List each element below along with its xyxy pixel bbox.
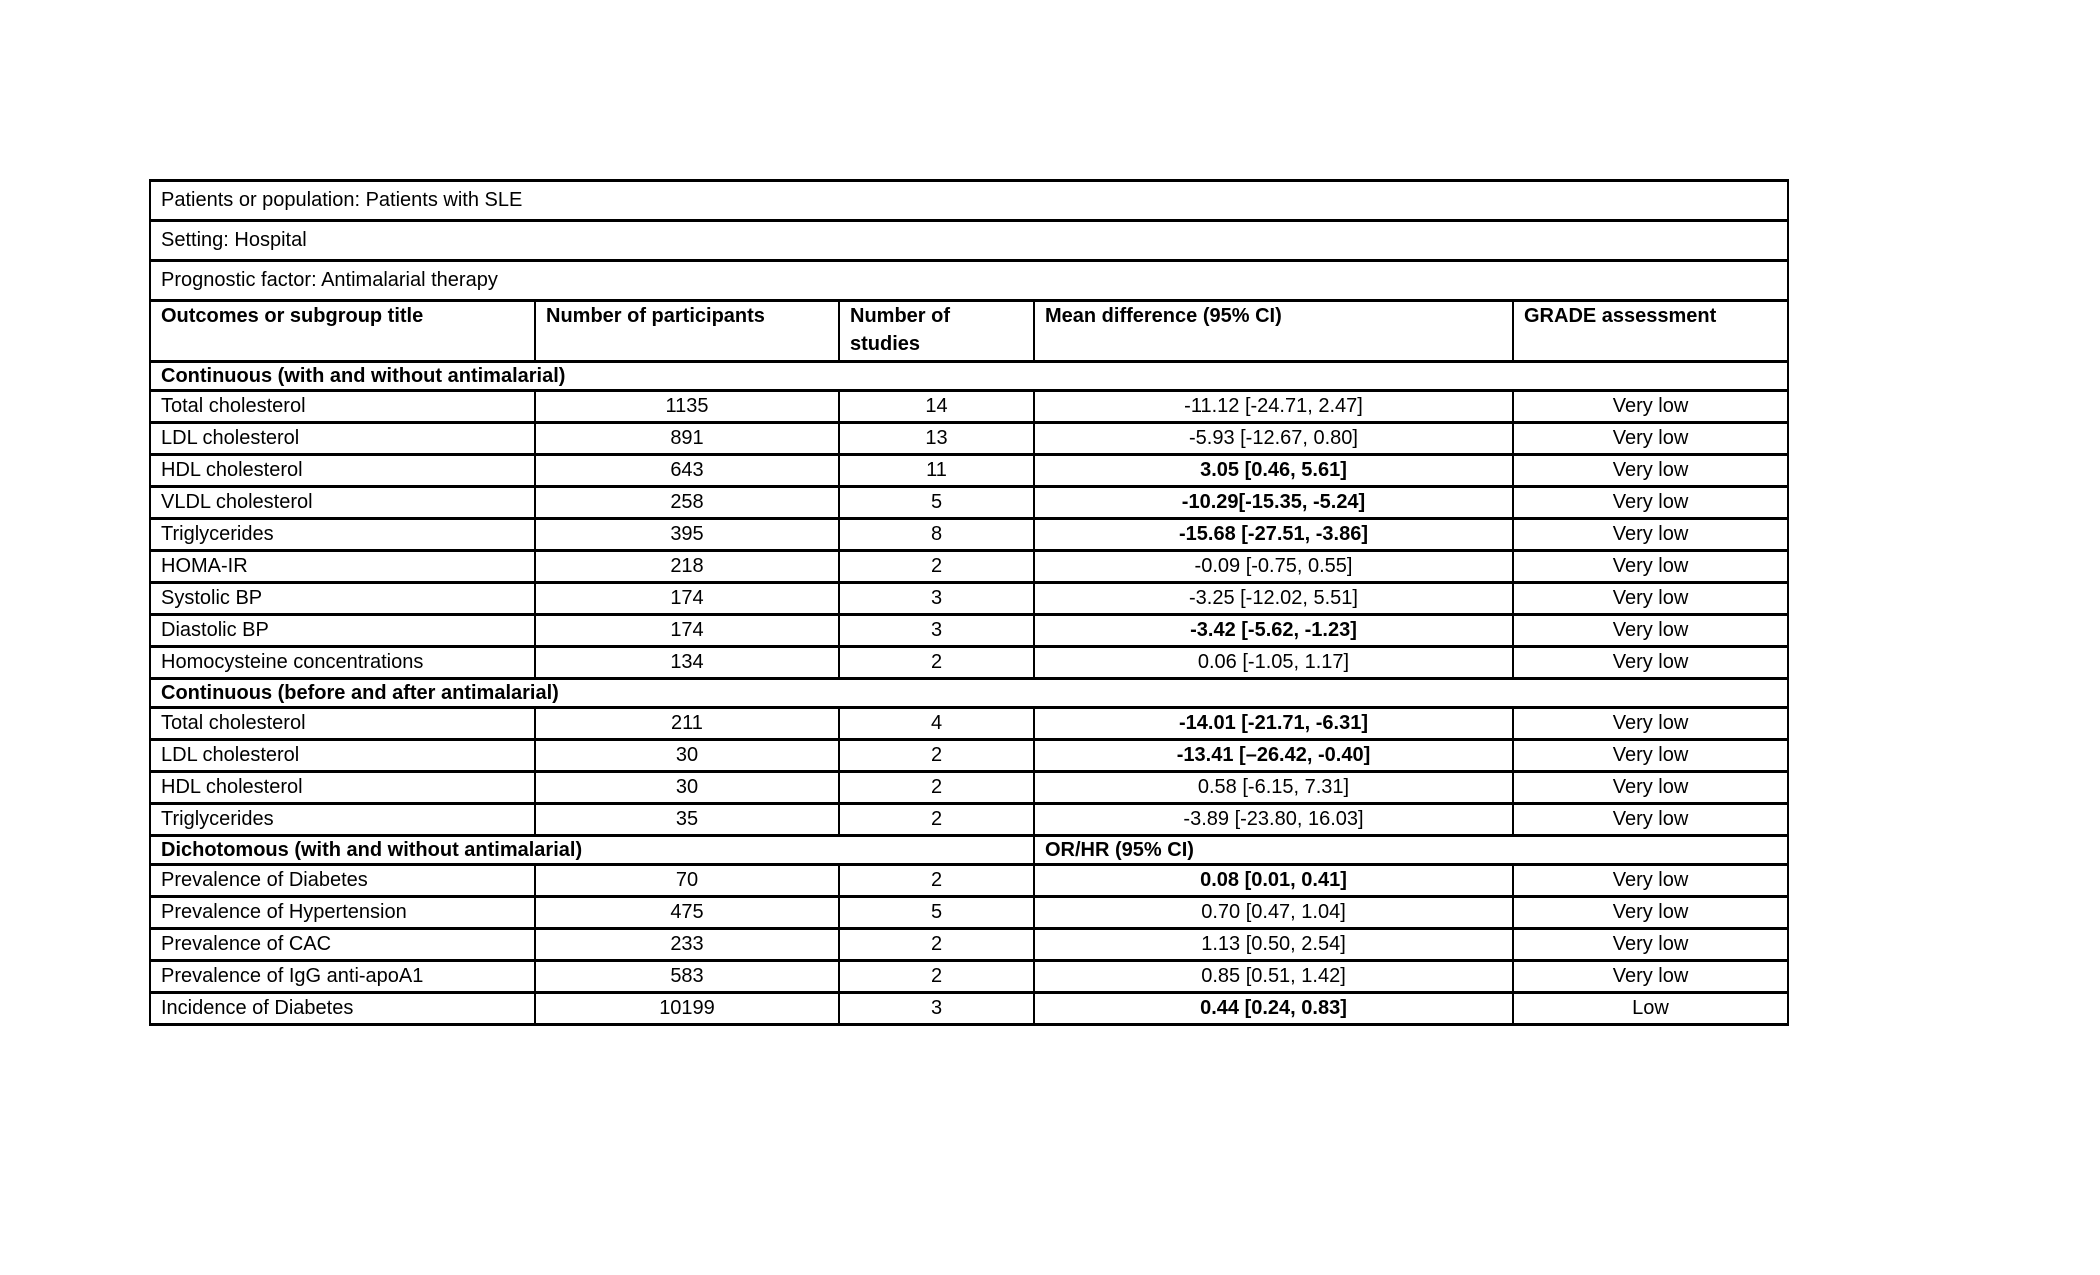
studies-cell: 13 (839, 423, 1034, 455)
effect-cell: -0.09 [-0.75, 0.55] (1034, 551, 1513, 583)
effect-cell: -10.29[-15.35, -5.24] (1034, 487, 1513, 519)
studies-cell: 2 (839, 551, 1034, 583)
header-studies: Number of studies (839, 301, 1034, 362)
grade-cell: Very low (1513, 487, 1788, 519)
outcome-cell: HDL cholesterol (150, 772, 535, 804)
outcome-cell: LDL cholesterol (150, 740, 535, 772)
grade-cell: Very low (1513, 583, 1788, 615)
studies-cell: 2 (839, 961, 1034, 993)
participants-cell: 395 (535, 519, 839, 551)
info-row-patients (150, 181, 1788, 221)
outcome-cell: Prevalence of Diabetes (150, 865, 535, 897)
outcome-cell: Diastolic BP (150, 615, 535, 647)
effect-cell: -11.12 [-24.71, 2.47] (1034, 391, 1513, 423)
outcome-cell: Homocysteine concentrations (150, 647, 535, 679)
grade-cell: Very low (1513, 647, 1788, 679)
data-row (150, 519, 1788, 551)
effect-cell: -3.42 [-5.62, -1.23] (1034, 615, 1513, 647)
participants-cell: 174 (535, 583, 839, 615)
info-row-setting (150, 221, 1788, 261)
grade-cell: Very low (1513, 423, 1788, 455)
effect-cell: 0.85 [0.51, 1.42] (1034, 961, 1513, 993)
studies-cell: 3 (839, 615, 1034, 647)
effect-cell: -3.25 [-12.02, 5.51] (1034, 583, 1513, 615)
data-row (150, 772, 1788, 804)
data-row (150, 647, 1788, 679)
effect-cell: 3.05 [0.46, 5.61] (1034, 455, 1513, 487)
studies-cell: 14 (839, 391, 1034, 423)
grade-cell: Very low (1513, 865, 1788, 897)
studies-cell: 2 (839, 865, 1034, 897)
outcome-cell: Triglycerides (150, 804, 535, 836)
setting-text: Setting: Hospital (150, 221, 1788, 261)
section-effect-label: OR/HR (95% CI) (1034, 836, 1788, 865)
grade-cell: Very low (1513, 961, 1788, 993)
outcome-cell: Total cholesterol (150, 391, 535, 423)
effect-cell: 1.13 [0.50, 2.54] (1034, 929, 1513, 961)
grade-cell: Very low (1513, 772, 1788, 804)
grade-cell: Very low (1513, 929, 1788, 961)
header-mean-difference: Mean difference (95% CI) (1034, 301, 1513, 362)
data-row (150, 993, 1788, 1025)
effect-cell: 0.08 [0.01, 0.41] (1034, 865, 1513, 897)
studies-cell: 2 (839, 647, 1034, 679)
studies-cell: 2 (839, 804, 1034, 836)
grade-cell: Very low (1513, 551, 1788, 583)
section-header-row (150, 679, 1788, 708)
data-row (150, 740, 1788, 772)
participants-cell: 35 (535, 804, 839, 836)
table-body (150, 362, 1788, 1025)
studies-cell: 2 (839, 740, 1034, 772)
outcome-cell: Prevalence of Hypertension (150, 897, 535, 929)
data-row (150, 897, 1788, 929)
effect-cell: 0.70 [0.47, 1.04] (1034, 897, 1513, 929)
outcome-cell: Total cholesterol (150, 708, 535, 740)
participants-cell: 643 (535, 455, 839, 487)
data-row (150, 423, 1788, 455)
studies-cell: 11 (839, 455, 1034, 487)
effect-cell: -13.41 [–26.42, -0.40] (1034, 740, 1513, 772)
participants-cell: 134 (535, 647, 839, 679)
grade-cell: Very low (1513, 740, 1788, 772)
participants-cell: 174 (535, 615, 839, 647)
studies-cell: 5 (839, 487, 1034, 519)
grade-cell: Low (1513, 993, 1788, 1025)
participants-cell: 10199 (535, 993, 839, 1025)
grade-cell: Very low (1513, 391, 1788, 423)
section-header-row (150, 836, 1788, 865)
data-row (150, 804, 1788, 836)
outcome-cell: Systolic BP (150, 583, 535, 615)
grade-summary-table (149, 179, 1789, 1026)
participants-cell: 1135 (535, 391, 839, 423)
participants-cell: 233 (535, 929, 839, 961)
studies-cell: 8 (839, 519, 1034, 551)
effect-cell: 0.06 [-1.05, 1.17] (1034, 647, 1513, 679)
studies-cell: 4 (839, 708, 1034, 740)
data-row (150, 455, 1788, 487)
prognostic-factor-text: Prognostic factor: Antimalarial therapy (150, 261, 1788, 301)
data-row (150, 865, 1788, 897)
outcome-cell: HOMA-IR (150, 551, 535, 583)
data-row (150, 929, 1788, 961)
studies-cell: 2 (839, 929, 1034, 961)
effect-cell: -14.01 [-21.71, -6.31] (1034, 708, 1513, 740)
data-row (150, 487, 1788, 519)
grade-cell: Very low (1513, 708, 1788, 740)
outcome-cell: LDL cholesterol (150, 423, 535, 455)
table-head (150, 181, 1788, 362)
data-row (150, 551, 1788, 583)
studies-cell: 3 (839, 583, 1034, 615)
participants-cell: 891 (535, 423, 839, 455)
outcome-cell: Incidence of Diabetes (150, 993, 535, 1025)
data-row (150, 583, 1788, 615)
studies-cell: 2 (839, 772, 1034, 804)
data-row (150, 708, 1788, 740)
outcome-cell: Prevalence of CAC (150, 929, 535, 961)
header-participants: Number of participants (535, 301, 839, 362)
section-title: Continuous (before and after antimalarial) (150, 679, 1788, 708)
studies-cell: 3 (839, 993, 1034, 1025)
section-header-row (150, 362, 1788, 391)
effect-cell: -5.93 [-12.67, 0.80] (1034, 423, 1513, 455)
section-title: Dichotomous (with and without antimalarial) (150, 836, 1034, 865)
participants-cell: 30 (535, 772, 839, 804)
patients-population-text: Patients or population: Patients with SLE (150, 181, 1788, 221)
data-row (150, 615, 1788, 647)
outcome-cell: VLDL cholesterol (150, 487, 535, 519)
studies-cell: 5 (839, 897, 1034, 929)
header-grade: GRADE assessment (1513, 301, 1788, 362)
header-outcomes: Outcomes or subgroup title (150, 301, 535, 362)
effect-cell: 0.44 [0.24, 0.83] (1034, 993, 1513, 1025)
participants-cell: 70 (535, 865, 839, 897)
participants-cell: 583 (535, 961, 839, 993)
participants-cell: 30 (535, 740, 839, 772)
grade-cell: Very low (1513, 897, 1788, 929)
participants-cell: 475 (535, 897, 839, 929)
effect-cell: -15.68 [-27.51, -3.86] (1034, 519, 1513, 551)
outcome-cell: Prevalence of IgG anti-apoA1 (150, 961, 535, 993)
data-row (150, 391, 1788, 423)
participants-cell: 218 (535, 551, 839, 583)
info-row-prognostic-factor (150, 261, 1788, 301)
effect-cell: -3.89 [-23.80, 16.03] (1034, 804, 1513, 836)
section-title: Continuous (with and without antimalarial) (150, 362, 1788, 391)
participants-cell: 211 (535, 708, 839, 740)
outcome-cell: HDL cholesterol (150, 455, 535, 487)
effect-cell: 0.58 [-6.15, 7.31] (1034, 772, 1513, 804)
grade-cell: Very low (1513, 455, 1788, 487)
data-row (150, 961, 1788, 993)
grade-cell: Very low (1513, 615, 1788, 647)
participants-cell: 258 (535, 487, 839, 519)
outcome-cell: Triglycerides (150, 519, 535, 551)
column-header-row (150, 301, 1788, 362)
grade-cell: Very low (1513, 519, 1788, 551)
grade-cell: Very low (1513, 804, 1788, 836)
